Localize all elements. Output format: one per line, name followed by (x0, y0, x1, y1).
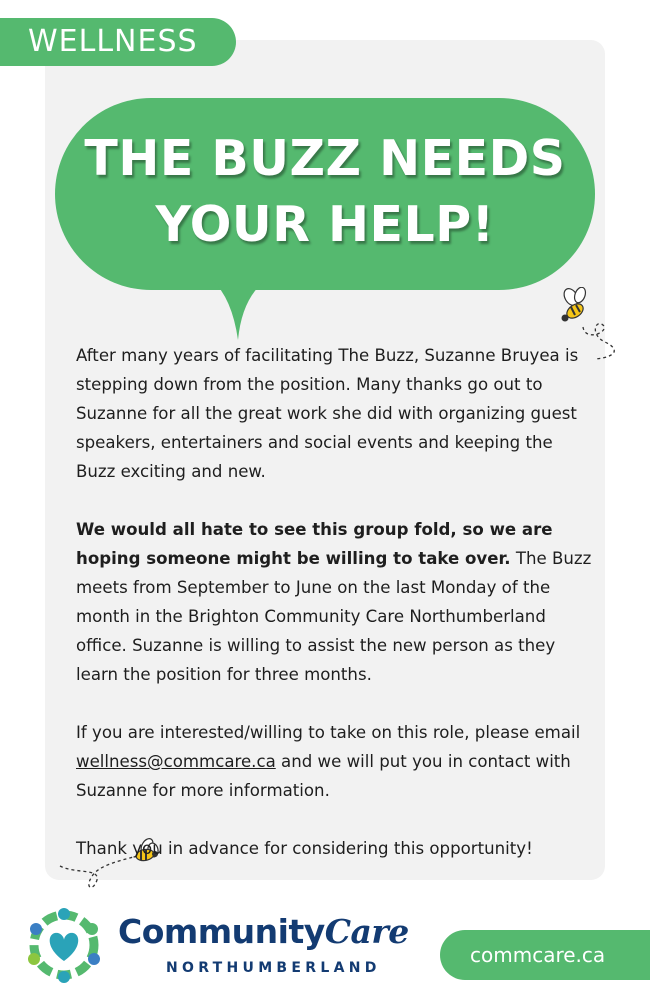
headline-line-1: THE BUZZ NEEDS (84, 130, 566, 187)
article-body (76, 341, 596, 892)
paragraph-request-details: The Buzz meets from September to June on the last Monday of the month in the Brighton Community Care Northumberland office. Suzanne is willing to assist the new person as they learn the position for three months. (76, 549, 592, 684)
logo-word-community: Community (118, 912, 325, 951)
contact-text-after: and we will put you in contact with Suzanne for more information. (76, 752, 571, 800)
logo-word-care: Care (324, 912, 409, 951)
website-link[interactable]: commcare.ca (440, 930, 650, 980)
headline (55, 126, 595, 258)
contact-text-before: If you are interested/willing to take on this role, please email (76, 723, 581, 742)
community-care-logo-icon (22, 905, 106, 985)
logo-wordmark (118, 912, 409, 952)
paragraph-contact (76, 718, 596, 805)
paragraph-intro: After many years of facilitating The Buzz, Suzanne Bruyea is stepping down from the position. Many thanks go out to Suzanne for all the great work she did with organizing guest speakers, entertainers and social events and keeping the Buzz exciting and new. (76, 346, 579, 481)
logo-subtitle: NORTHUMBERLAND (166, 960, 381, 976)
paragraph-thanks: Thank you in advance for considering this opportunity! (76, 839, 533, 858)
section-tab-wellness: WELLNESS (0, 18, 236, 66)
paragraph-request-emphasis: We would all hate to see this group fold, so we are hoping someone might be willing to take over. (76, 520, 553, 568)
speech-bubble-tail (212, 280, 266, 340)
email-link[interactable]: wellness@commcare.ca (76, 752, 276, 771)
paragraph-request (76, 515, 596, 689)
headline-line-2: YOUR HELP! (155, 196, 495, 253)
